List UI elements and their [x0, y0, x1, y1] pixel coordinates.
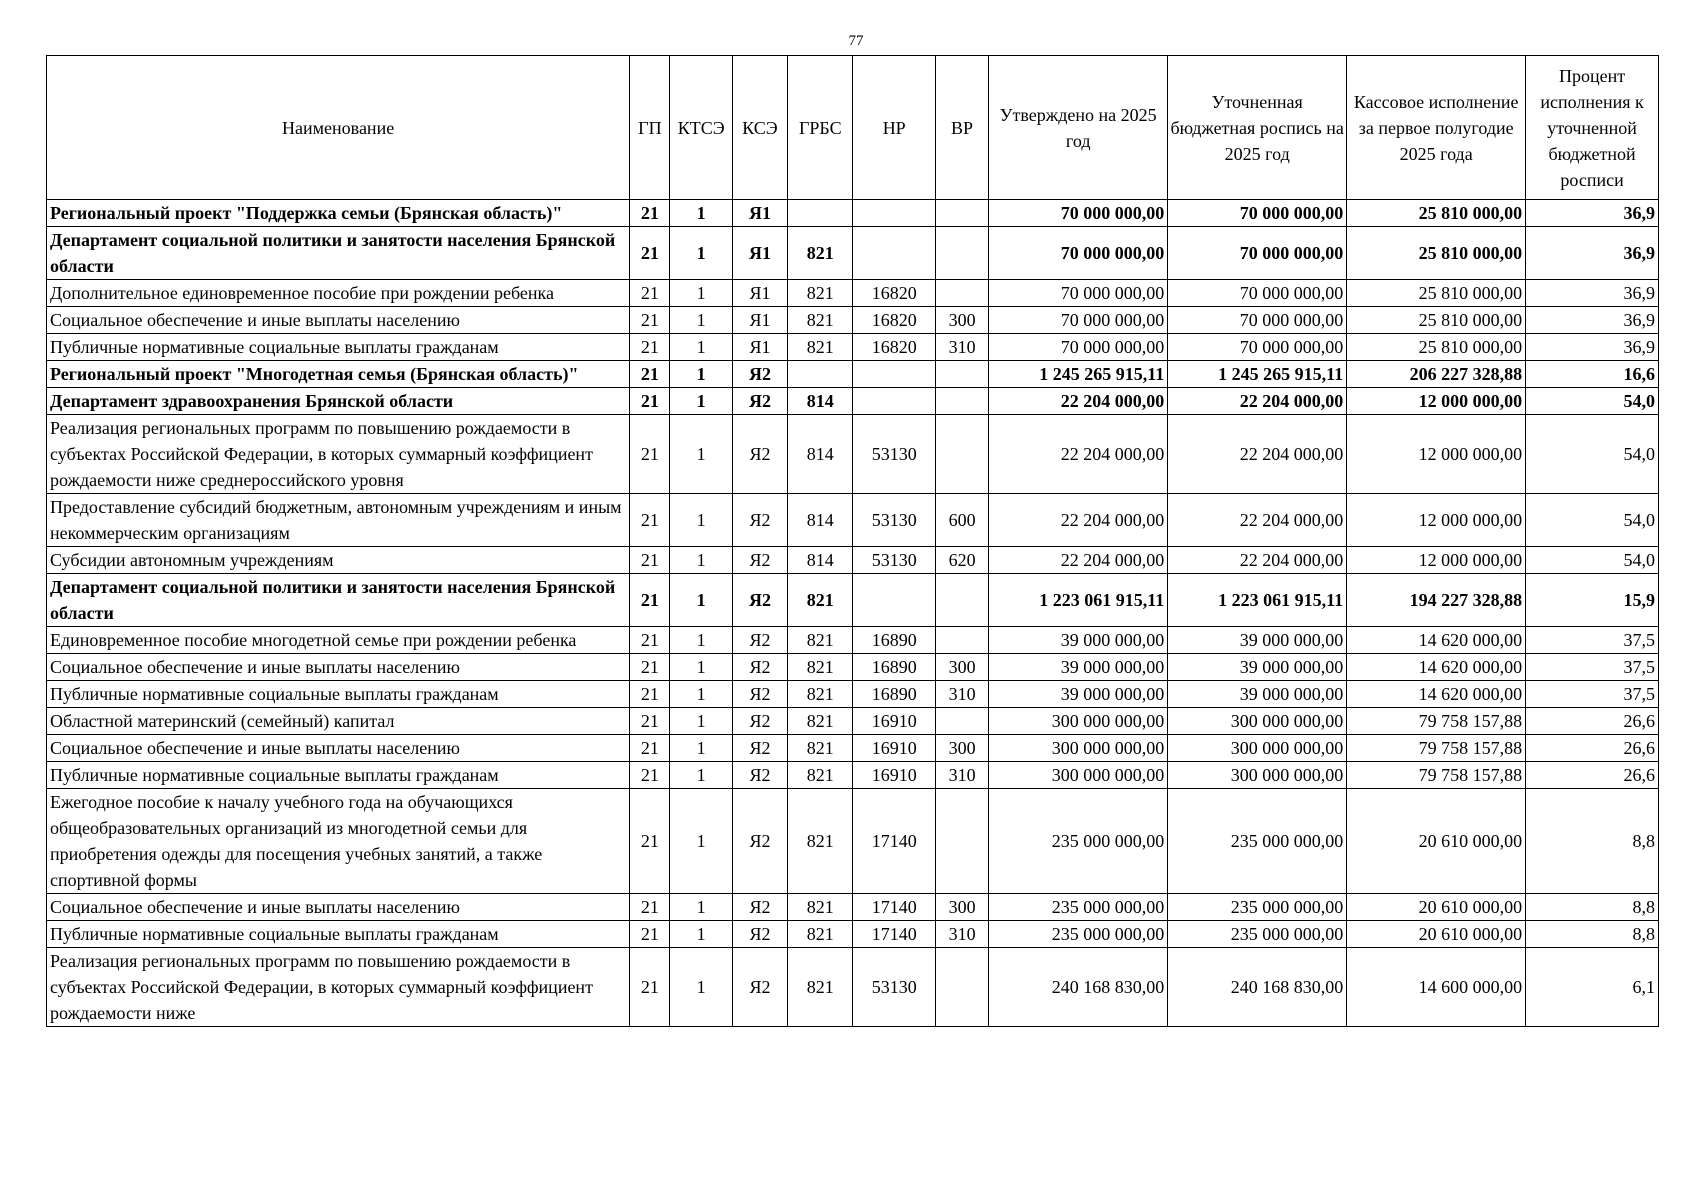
cell-grbs: 821: [788, 894, 853, 921]
cell-gp: 21: [630, 547, 670, 574]
cell-nr: 53130: [853, 547, 935, 574]
table-row: [47, 762, 1659, 789]
cell-ktse: 1: [670, 361, 732, 388]
cell-ktse: 1: [670, 762, 732, 789]
cell-cash: 14 620 000,00: [1347, 681, 1526, 708]
cell-ktse: 1: [670, 735, 732, 762]
cell-gp: 21: [630, 708, 670, 735]
cell-vr: 300: [935, 894, 988, 921]
table-row: [47, 574, 1659, 627]
cell-nr: 53130: [853, 948, 935, 1027]
cell-kse: Я2: [732, 494, 787, 547]
cell-kse: Я1: [732, 227, 787, 280]
table-row: [47, 334, 1659, 361]
cell-kse: Я1: [732, 307, 787, 334]
cell-approved: 22 204 000,00: [989, 547, 1168, 574]
cell-gp: 21: [630, 948, 670, 1027]
cell-refined: 70 000 000,00: [1168, 280, 1347, 307]
cell-vr: [935, 280, 988, 307]
cell-grbs: 821: [788, 708, 853, 735]
cell-name: Социальное обеспечение и иные выплаты населению: [47, 894, 630, 921]
cell-vr: 300: [935, 735, 988, 762]
cell-refined: 39 000 000,00: [1168, 627, 1347, 654]
cell-gp: 21: [630, 921, 670, 948]
cell-approved: 240 168 830,00: [989, 948, 1168, 1027]
cell-gp: 21: [630, 334, 670, 361]
cell-nr: 16910: [853, 762, 935, 789]
cell-grbs: 821: [788, 574, 853, 627]
cell-vr: [935, 708, 988, 735]
cell-name: Публичные нормативные социальные выплаты гражданам: [47, 334, 630, 361]
table-row: [47, 894, 1659, 921]
cell-nr: 53130: [853, 494, 935, 547]
cell-approved: 70 000 000,00: [989, 280, 1168, 307]
header-ktse: КТСЭ: [670, 56, 732, 200]
cell-approved: 300 000 000,00: [989, 762, 1168, 789]
page-number: 77: [848, 33, 864, 49]
cell-percent: 8,8: [1526, 894, 1659, 921]
cell-gp: 21: [630, 361, 670, 388]
table-row: [47, 200, 1659, 227]
cell-percent: 37,5: [1526, 654, 1659, 681]
cell-refined: 1 245 265 915,11: [1168, 361, 1347, 388]
cell-refined: 39 000 000,00: [1168, 654, 1347, 681]
cell-vr: [935, 227, 988, 280]
cell-name: Департамент здравоохранения Брянской области: [47, 388, 630, 415]
cell-name: Социальное обеспечение и иные выплаты населению: [47, 654, 630, 681]
cell-refined: 70 000 000,00: [1168, 307, 1347, 334]
cell-approved: 1 245 265 915,11: [989, 361, 1168, 388]
cell-cash: 79 758 157,88: [1347, 735, 1526, 762]
cell-nr: 16820: [853, 280, 935, 307]
cell-cash: 14 620 000,00: [1347, 627, 1526, 654]
cell-vr: [935, 948, 988, 1027]
cell-vr: 300: [935, 307, 988, 334]
header-kse: КСЭ: [732, 56, 787, 200]
cell-name: Субсидии автономным учреждениям: [47, 547, 630, 574]
cell-approved: 39 000 000,00: [989, 654, 1168, 681]
cell-cash: 25 810 000,00: [1347, 307, 1526, 334]
cell-approved: 22 204 000,00: [989, 388, 1168, 415]
cell-approved: 22 204 000,00: [989, 415, 1168, 494]
header-gp: ГП: [630, 56, 670, 200]
cell-kse: Я1: [732, 334, 787, 361]
cell-ktse: 1: [670, 415, 732, 494]
cell-kse: Я2: [732, 415, 787, 494]
cell-grbs: 821: [788, 789, 853, 894]
cell-ktse: 1: [670, 789, 732, 894]
cell-approved: 39 000 000,00: [989, 627, 1168, 654]
cell-nr: 17140: [853, 789, 935, 894]
cell-grbs: 821: [788, 921, 853, 948]
cell-nr: 16910: [853, 708, 935, 735]
cell-gp: 21: [630, 494, 670, 547]
cell-grbs: 821: [788, 307, 853, 334]
cell-cash: 25 810 000,00: [1347, 280, 1526, 307]
cell-name: Региональный проект "Многодетная семья (Брянская область)": [47, 361, 630, 388]
cell-kse: Я2: [732, 948, 787, 1027]
cell-kse: Я2: [732, 762, 787, 789]
cell-ktse: 1: [670, 681, 732, 708]
cell-kse: Я2: [732, 735, 787, 762]
cell-kse: Я2: [732, 547, 787, 574]
cell-ktse: 1: [670, 547, 732, 574]
cell-vr: 300: [935, 654, 988, 681]
cell-approved: 70 000 000,00: [989, 227, 1168, 280]
cell-vr: [935, 200, 988, 227]
cell-ktse: 1: [670, 280, 732, 307]
cell-grbs: 814: [788, 494, 853, 547]
table-row: [47, 654, 1659, 681]
cell-refined: 39 000 000,00: [1168, 681, 1347, 708]
table-header-row: [47, 56, 1659, 200]
cell-approved: 39 000 000,00: [989, 681, 1168, 708]
cell-refined: 235 000 000,00: [1168, 894, 1347, 921]
cell-grbs: [788, 200, 853, 227]
cell-cash: 14 600 000,00: [1347, 948, 1526, 1027]
cell-nr: 16820: [853, 334, 935, 361]
cell-nr: 17140: [853, 894, 935, 921]
table-row: [47, 627, 1659, 654]
cell-gp: 21: [630, 762, 670, 789]
cell-ktse: 1: [670, 307, 732, 334]
cell-ktse: 1: [670, 574, 732, 627]
cell-percent: 16,6: [1526, 361, 1659, 388]
cell-gp: 21: [630, 200, 670, 227]
cell-name: Социальное обеспечение и иные выплаты населению: [47, 735, 630, 762]
cell-percent: 26,6: [1526, 708, 1659, 735]
cell-ktse: 1: [670, 894, 732, 921]
cell-name: Социальное обеспечение и иные выплаты населению: [47, 307, 630, 334]
cell-ktse: 1: [670, 921, 732, 948]
cell-ktse: 1: [670, 200, 732, 227]
table-row: [47, 735, 1659, 762]
cell-approved: 70 000 000,00: [989, 334, 1168, 361]
cell-name: Публичные нормативные социальные выплаты гражданам: [47, 681, 630, 708]
cell-gp: 21: [630, 654, 670, 681]
cell-percent: 36,9: [1526, 227, 1659, 280]
cell-nr: [853, 574, 935, 627]
cell-refined: 300 000 000,00: [1168, 708, 1347, 735]
cell-vr: 310: [935, 921, 988, 948]
cell-vr: [935, 574, 988, 627]
cell-gp: 21: [630, 681, 670, 708]
cell-refined: 70 000 000,00: [1168, 227, 1347, 280]
cell-percent: 54,0: [1526, 547, 1659, 574]
cell-refined: 22 204 000,00: [1168, 388, 1347, 415]
cell-grbs: 821: [788, 227, 853, 280]
cell-percent: 54,0: [1526, 494, 1659, 547]
header-approved: Утверждено на 2025 год: [989, 56, 1168, 200]
cell-gp: 21: [630, 627, 670, 654]
cell-ktse: 1: [670, 708, 732, 735]
table-row: [47, 708, 1659, 735]
cell-grbs: 821: [788, 762, 853, 789]
cell-refined: 22 204 000,00: [1168, 547, 1347, 574]
cell-ktse: 1: [670, 654, 732, 681]
cell-name: Дополнительное единовременное пособие при рождении ребенка: [47, 280, 630, 307]
cell-vr: [935, 789, 988, 894]
cell-approved: 300 000 000,00: [989, 735, 1168, 762]
cell-nr: 16820: [853, 307, 935, 334]
cell-grbs: 821: [788, 681, 853, 708]
table-row: [47, 227, 1659, 280]
cell-grbs: 821: [788, 280, 853, 307]
cell-name: Единовременное пособие многодетной семье при рождении ребенка: [47, 627, 630, 654]
cell-percent: 36,9: [1526, 334, 1659, 361]
cell-percent: 8,8: [1526, 789, 1659, 894]
cell-percent: 8,8: [1526, 921, 1659, 948]
cell-vr: 310: [935, 762, 988, 789]
cell-name: Реализация региональных программ по повышению рождаемости в субъектах Российской Федерации, в которых суммарный коэффициент рождаемости ниже: [47, 948, 630, 1027]
cell-vr: [935, 388, 988, 415]
table-row: [47, 388, 1659, 415]
cell-nr: [853, 388, 935, 415]
cell-cash: 79 758 157,88: [1347, 762, 1526, 789]
cell-refined: 235 000 000,00: [1168, 789, 1347, 894]
header-vr: ВР: [935, 56, 988, 200]
cell-percent: 36,9: [1526, 307, 1659, 334]
cell-vr: [935, 415, 988, 494]
cell-percent: 54,0: [1526, 415, 1659, 494]
cell-grbs: 814: [788, 388, 853, 415]
cell-refined: 22 204 000,00: [1168, 494, 1347, 547]
cell-kse: Я2: [732, 654, 787, 681]
cell-vr: [935, 627, 988, 654]
cell-kse: Я2: [732, 574, 787, 627]
cell-kse: Я2: [732, 921, 787, 948]
cell-refined: 70 000 000,00: [1168, 334, 1347, 361]
cell-nr: 53130: [853, 415, 935, 494]
cell-approved: 1 223 061 915,11: [989, 574, 1168, 627]
cell-nr: 16890: [853, 627, 935, 654]
cell-name: Ежегодное пособие к началу учебного года на обучающихся общеобразовательных организаций из многодетной семьи для приобретения одежды для посещения учебных занятий, а также спортивной формы: [47, 789, 630, 894]
cell-gp: 21: [630, 735, 670, 762]
cell-gp: 21: [630, 388, 670, 415]
cell-vr: 620: [935, 547, 988, 574]
table-row: [47, 361, 1659, 388]
cell-kse: Я2: [732, 708, 787, 735]
cell-cash: 25 810 000,00: [1347, 227, 1526, 280]
header-percent: Процент исполнения к уточненной бюджетной росписи: [1526, 56, 1659, 200]
cell-percent: 15,9: [1526, 574, 1659, 627]
cell-cash: 20 610 000,00: [1347, 921, 1526, 948]
cell-approved: 22 204 000,00: [989, 494, 1168, 547]
cell-vr: 310: [935, 334, 988, 361]
cell-percent: 26,6: [1526, 762, 1659, 789]
table-row: [47, 307, 1659, 334]
table-body: [47, 200, 1659, 1027]
header-cash: Кассовое исполнение за первое полугодие 2025 года: [1347, 56, 1526, 200]
table-row: [47, 921, 1659, 948]
cell-grbs: 821: [788, 654, 853, 681]
cell-refined: 22 204 000,00: [1168, 415, 1347, 494]
cell-gp: 21: [630, 227, 670, 280]
cell-gp: 21: [630, 574, 670, 627]
cell-approved: 235 000 000,00: [989, 894, 1168, 921]
cell-name: Департамент социальной политики и занятости населения Брянской области: [47, 227, 630, 280]
cell-grbs: 821: [788, 735, 853, 762]
table-row: [47, 494, 1659, 547]
header-nr: НР: [853, 56, 935, 200]
cell-ktse: 1: [670, 948, 732, 1027]
cell-name: Реализация региональных программ по повышению рождаемости в субъектах Российской Федерации, в которых суммарный коэффициент рождаемости ниже среднероссийского уровня: [47, 415, 630, 494]
cell-grbs: 821: [788, 948, 853, 1027]
cell-cash: 12 000 000,00: [1347, 494, 1526, 547]
cell-percent: 36,9: [1526, 200, 1659, 227]
cell-percent: 6,1: [1526, 948, 1659, 1027]
cell-nr: 16910: [853, 735, 935, 762]
header-name: Наименование: [47, 56, 630, 200]
budget-execution-table: [46, 55, 1659, 1027]
cell-cash: 14 620 000,00: [1347, 654, 1526, 681]
cell-refined: 70 000 000,00: [1168, 200, 1347, 227]
cell-kse: Я2: [732, 627, 787, 654]
cell-approved: 300 000 000,00: [989, 708, 1168, 735]
cell-nr: [853, 361, 935, 388]
cell-vr: [935, 361, 988, 388]
cell-nr: [853, 227, 935, 280]
cell-cash: 12 000 000,00: [1347, 388, 1526, 415]
cell-ktse: 1: [670, 334, 732, 361]
cell-name: Областной материнский (семейный) капитал: [47, 708, 630, 735]
cell-percent: 26,6: [1526, 735, 1659, 762]
cell-vr: 310: [935, 681, 988, 708]
cell-approved: 235 000 000,00: [989, 921, 1168, 948]
table-row: [47, 948, 1659, 1027]
cell-nr: 16890: [853, 681, 935, 708]
table-row: [47, 789, 1659, 894]
cell-vr: 600: [935, 494, 988, 547]
cell-nr: 16890: [853, 654, 935, 681]
cell-cash: 206 227 328,88: [1347, 361, 1526, 388]
cell-nr: 17140: [853, 921, 935, 948]
cell-percent: 54,0: [1526, 388, 1659, 415]
cell-approved: 70 000 000,00: [989, 307, 1168, 334]
cell-ktse: 1: [670, 388, 732, 415]
cell-name: Региональный проект "Поддержка семьи (Брянская область)": [47, 200, 630, 227]
cell-name: Департамент социальной политики и занятости населения Брянской области: [47, 574, 630, 627]
cell-kse: Я1: [732, 200, 787, 227]
cell-approved: 70 000 000,00: [989, 200, 1168, 227]
cell-cash: 79 758 157,88: [1347, 708, 1526, 735]
cell-kse: Я2: [732, 361, 787, 388]
cell-gp: 21: [630, 415, 670, 494]
cell-name: Публичные нормативные социальные выплаты гражданам: [47, 762, 630, 789]
cell-kse: Я2: [732, 789, 787, 894]
cell-refined: 1 223 061 915,11: [1168, 574, 1347, 627]
cell-ktse: 1: [670, 627, 732, 654]
cell-refined: 300 000 000,00: [1168, 762, 1347, 789]
cell-kse: Я2: [732, 388, 787, 415]
table-row: [47, 681, 1659, 708]
cell-name: Публичные нормативные социальные выплаты гражданам: [47, 921, 630, 948]
cell-grbs: [788, 361, 853, 388]
cell-cash: 12 000 000,00: [1347, 415, 1526, 494]
cell-gp: 21: [630, 789, 670, 894]
cell-refined: 235 000 000,00: [1168, 921, 1347, 948]
table-row: [47, 280, 1659, 307]
cell-gp: 21: [630, 307, 670, 334]
cell-cash: 194 227 328,88: [1347, 574, 1526, 627]
cell-cash: 25 810 000,00: [1347, 334, 1526, 361]
cell-name: Предоставление субсидий бюджетным, автономным учреждениям и иным некоммерческим организациям: [47, 494, 630, 547]
cell-cash: 20 610 000,00: [1347, 789, 1526, 894]
cell-cash: 12 000 000,00: [1347, 547, 1526, 574]
cell-grbs: 814: [788, 415, 853, 494]
cell-nr: [853, 200, 935, 227]
table-row: [47, 415, 1659, 494]
cell-kse: Я2: [732, 894, 787, 921]
cell-gp: 21: [630, 894, 670, 921]
cell-grbs: 821: [788, 627, 853, 654]
header-refined: Уточненная бюджетная роспись на 2025 год: [1168, 56, 1347, 200]
header-grbs: ГРБС: [788, 56, 853, 200]
table-row: [47, 547, 1659, 574]
cell-percent: 37,5: [1526, 681, 1659, 708]
cell-approved: 235 000 000,00: [989, 789, 1168, 894]
cell-grbs: 814: [788, 547, 853, 574]
cell-cash: 20 610 000,00: [1347, 894, 1526, 921]
cell-gp: 21: [630, 280, 670, 307]
cell-percent: 36,9: [1526, 280, 1659, 307]
cell-cash: 25 810 000,00: [1347, 200, 1526, 227]
cell-refined: 240 168 830,00: [1168, 948, 1347, 1027]
cell-kse: Я1: [732, 280, 787, 307]
cell-grbs: 821: [788, 334, 853, 361]
cell-percent: 37,5: [1526, 627, 1659, 654]
cell-ktse: 1: [670, 227, 732, 280]
cell-ktse: 1: [670, 494, 732, 547]
cell-kse: Я2: [732, 681, 787, 708]
cell-refined: 300 000 000,00: [1168, 735, 1347, 762]
